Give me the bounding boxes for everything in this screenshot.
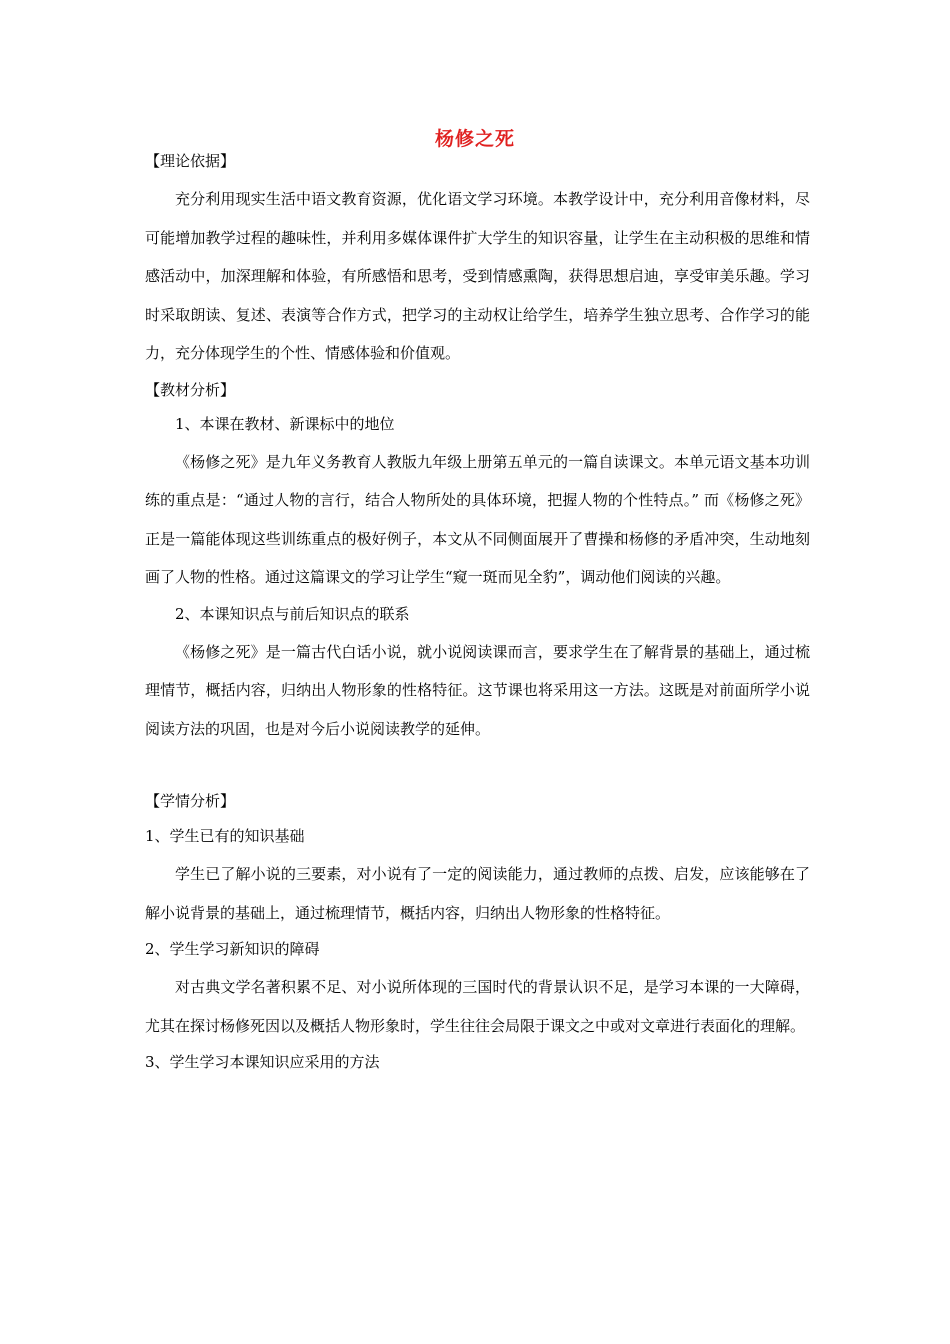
textbook-item2-title: 2、本课知识点与前后知识点的联系 [175, 604, 410, 623]
textbook-item2-paragraph: 《杨修之死》是一篇古代白话小说，就小说阅读课而言，要求学生在了解背景的基础上，通过梳理情节，概括内容，归纳出人物形象的性格特征。这节课也将采用这一方法。这既是对前面所学小说阅读方法的巩固，也是对今后小说阅读教学的延伸。 [145, 642, 810, 738]
section-heading-textbook: 【教材分析】 [145, 380, 236, 399]
section-heading-theory: 【理论依据】 [145, 152, 236, 170]
students-item3-title: 3、学生学习本课知识应采用的方法 [145, 1053, 380, 1071]
textbook-item1-title: 1、本课在教材、新课标中的地位 [175, 414, 395, 433]
students-item2-paragraph: 对古典文学名著积累不足、对小说所体现的三国时代的背景认识不足，是学习本课的一大障碍，尤其在探讨杨修死因以及概括人物形象时，学生往往会局限于课文之中或对文章进行表面化的理解。 [145, 978, 810, 1035]
students-item2-title: 2、学生学习新知识的障碍 [145, 940, 320, 958]
students-item1-title: 1、学生已有的知识基础 [145, 827, 305, 845]
section-heading-students: 【学情分析】 [145, 792, 236, 810]
page-title: 杨修之死 [434, 128, 515, 150]
textbook-item1-paragraph: 《杨修之死》是九年义务教育人教版九年级上册第五单元的一篇自读课文。本单元语文基本功训练的重点是：“通过人物的言行，结合人物所处的具体环境，把握人物的个性特点。” 而《杨修之死》正是一篇能体现这些训练重点的极好例子，本文从不同侧面展开了曹操和杨修的矛盾冲突，生动地刻画了人物的性格。通过这篇课文的学习让学生“窥一斑而见全豹”，调动他们阅读的兴趣。 [145, 452, 810, 586]
document-body [145, 150, 810, 1073]
students-item1-paragraph: 学生已了解小说的三要素，对小说有了一定的阅读能力，通过教师的点拨、启发，应该能够在了解小说背景的基础上，通过梳理情节，概括内容，归纳出人物形象的性格特征。 [145, 865, 810, 922]
theory-paragraph: 充分利用现实生活中语文教育资源，优化语文学习环境。本教学设计中，充分利用音像材料，尽可能增加教学过程的趣味性，并利用多媒体课件扩大学生的知识容量，让学生在主动积极的思维和情感活动中，加深理解和体验，有所感悟和思考，受到情感熏陶，获得思想启迪，享受审美乐趣。学习时采取朗读、复述、表演等合作方式，把学习的主动权让给学生，培养学生独立思考、合作学习的能力，充分体现学生的个性、情感体验和价值观。 [145, 190, 810, 362]
